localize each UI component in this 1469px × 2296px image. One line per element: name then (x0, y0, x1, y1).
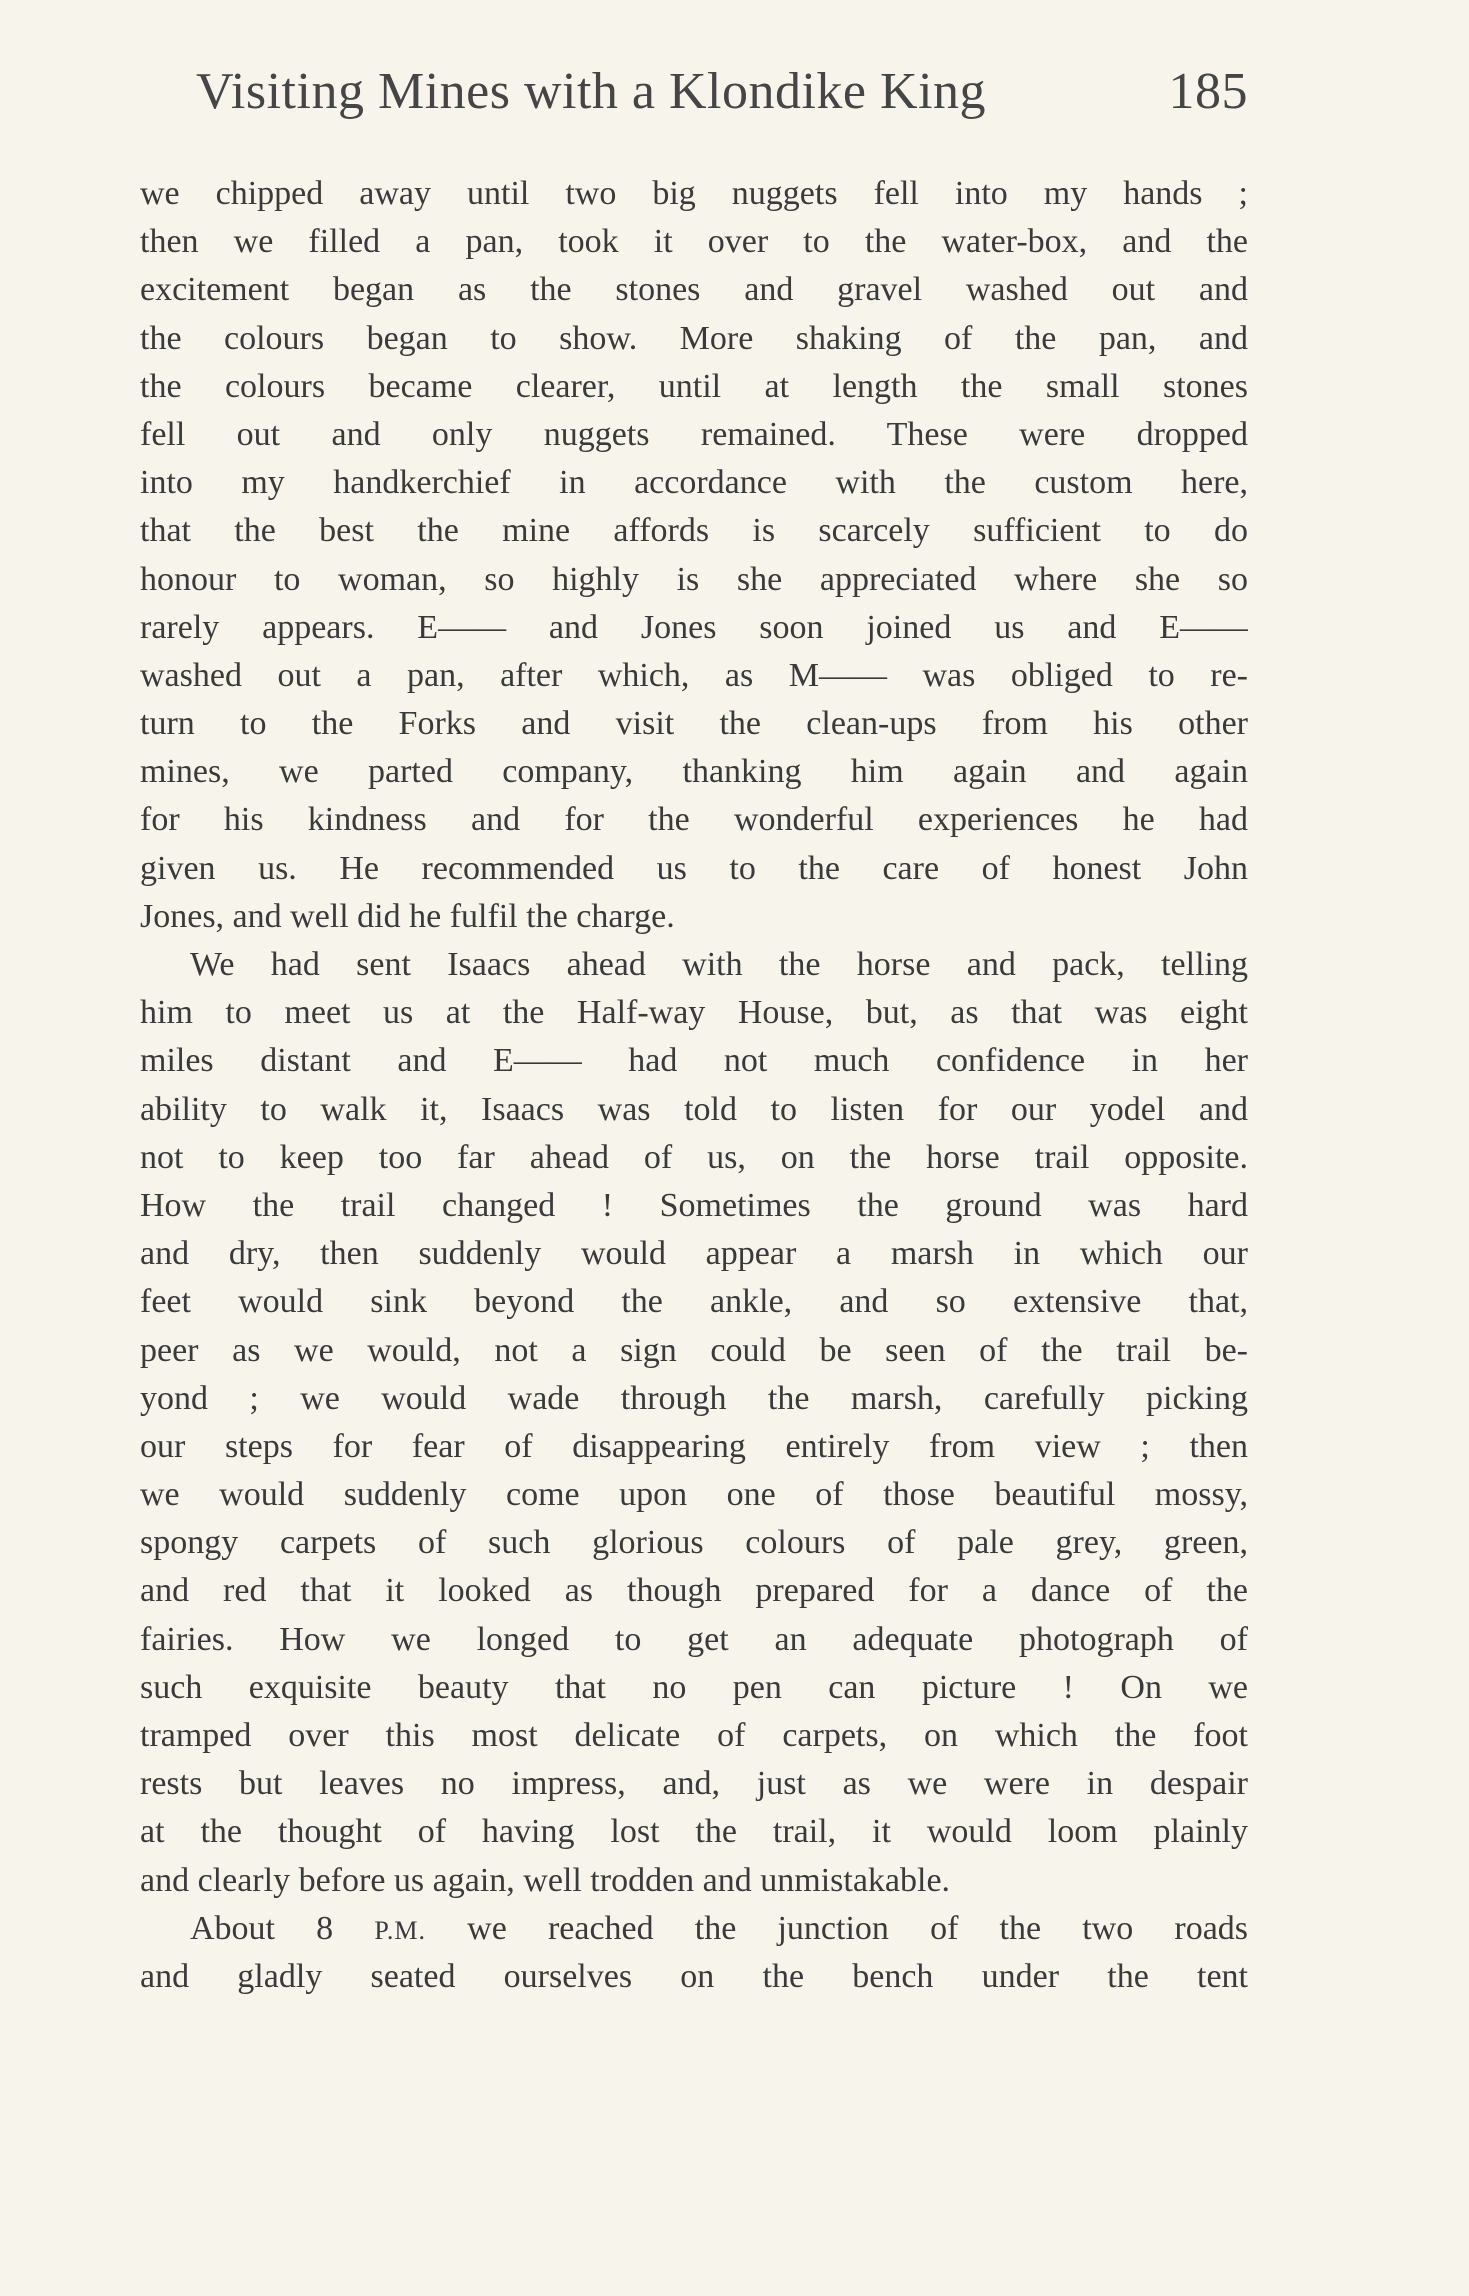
text-line: We had sent Isaacs ahead with the horse and pack, telling (190, 946, 1248, 983)
text-line: washed out a pan, after which, as M—— was obliged to re- (140, 656, 1248, 694)
text-line: and dry, then suddenly would appear a marsh in which our (140, 1235, 1248, 1273)
text-line: we would suddenly come upon one of those beautiful mossy, (140, 1476, 1248, 1514)
text-line: turn to the Forks and visit the clean-ups from his other (140, 705, 1248, 743)
body-text (140, 170, 1248, 2001)
text-line: our steps for fear of disappearing entirely from view ; then (140, 1427, 1248, 1465)
text-line: given us. He recommended us to the care of honest John (140, 849, 1248, 887)
text-line: rests but leaves no impress, and, just as we were in despair (140, 1765, 1248, 1803)
text-line: fairies. How we longed to get an adequate photograph of (140, 1620, 1248, 1658)
text-line: for his kindness and for the wonderful experiences he had (140, 801, 1248, 839)
text-line: him to meet us at the Half-way House, but, as that was eight (140, 994, 1248, 1032)
text-line: miles distant and E—— had not much confidence in her (140, 1042, 1248, 1080)
text-line: honour to woman, so highly is she appreciated where she so (140, 560, 1248, 598)
text-line: feet would sink beyond the ankle, and so extensive that, (140, 1283, 1248, 1321)
text-line: into my handkerchief in accordance with the custom here, (140, 464, 1248, 502)
text-line: yond ; we would wade through the marsh, carefully picking (140, 1379, 1248, 1417)
text-line: fell out and only nuggets remained. These were dropped (140, 415, 1248, 453)
text-line: the colours became clearer, until at length the small stones (140, 367, 1248, 405)
text-line: spongy carpets of such glorious colours of pale grey, green, (140, 1524, 1248, 1562)
text-line: not to keep too far ahead of us, on the horse trail opposite. (140, 1138, 1248, 1176)
text-line: and clearly before us again, well trodden and unmistakable. (140, 1861, 951, 1899)
text-line: and red that it looked as though prepared for a dance of the (140, 1572, 1248, 1610)
text-line: peer as we would, not a sign could be seen of the trail be- (140, 1331, 1248, 1369)
text-fragment: we reached the junction of the two roads (467, 1909, 1248, 1947)
text-line: rarely appears. E—— and Jones soon joined us and E—— (140, 608, 1248, 646)
text-line: Jones, and well did he fulfil the charge. (140, 897, 675, 935)
text-line (140, 1905, 1248, 1953)
page-number: 185 (1168, 63, 1248, 120)
text-line: we chipped away until two big nuggets fell into my hands ; (140, 175, 1248, 212)
text-line: and gladly seated ourselves on the bench under the tent (140, 1957, 1248, 1995)
text-fragment: About 8 (190, 1909, 334, 1947)
text-line: ability to walk it, Isaacs was told to listen for our yodel and (140, 1090, 1248, 1128)
small-caps-time: P.M. (374, 1915, 427, 1945)
running-title: Visiting Mines with a Klondike King (196, 63, 987, 120)
text-line: How the trail changed ! Sometimes the ground was hard (140, 1186, 1248, 1224)
text-line: at the thought of having lost the trail, it would loom plainly (140, 1813, 1248, 1851)
text-line: mines, we parted company, thanking him again and again (140, 753, 1248, 791)
text-line: then we filled a pan, took it over to the water-box, and the (140, 223, 1248, 261)
running-head (196, 62, 1248, 132)
text-line: the colours began to show. More shaking of the pan, and (140, 319, 1248, 357)
text-line: that the best the mine affords is scarcely sufficient to do (140, 512, 1248, 550)
text-line: tramped over this most delicate of carpets, on which the foot (140, 1717, 1248, 1754)
text-line: excitement began as the stones and gravel washed out and (140, 271, 1248, 309)
text-line: such exquisite beauty that no pen can picture ! On we (140, 1668, 1248, 1706)
